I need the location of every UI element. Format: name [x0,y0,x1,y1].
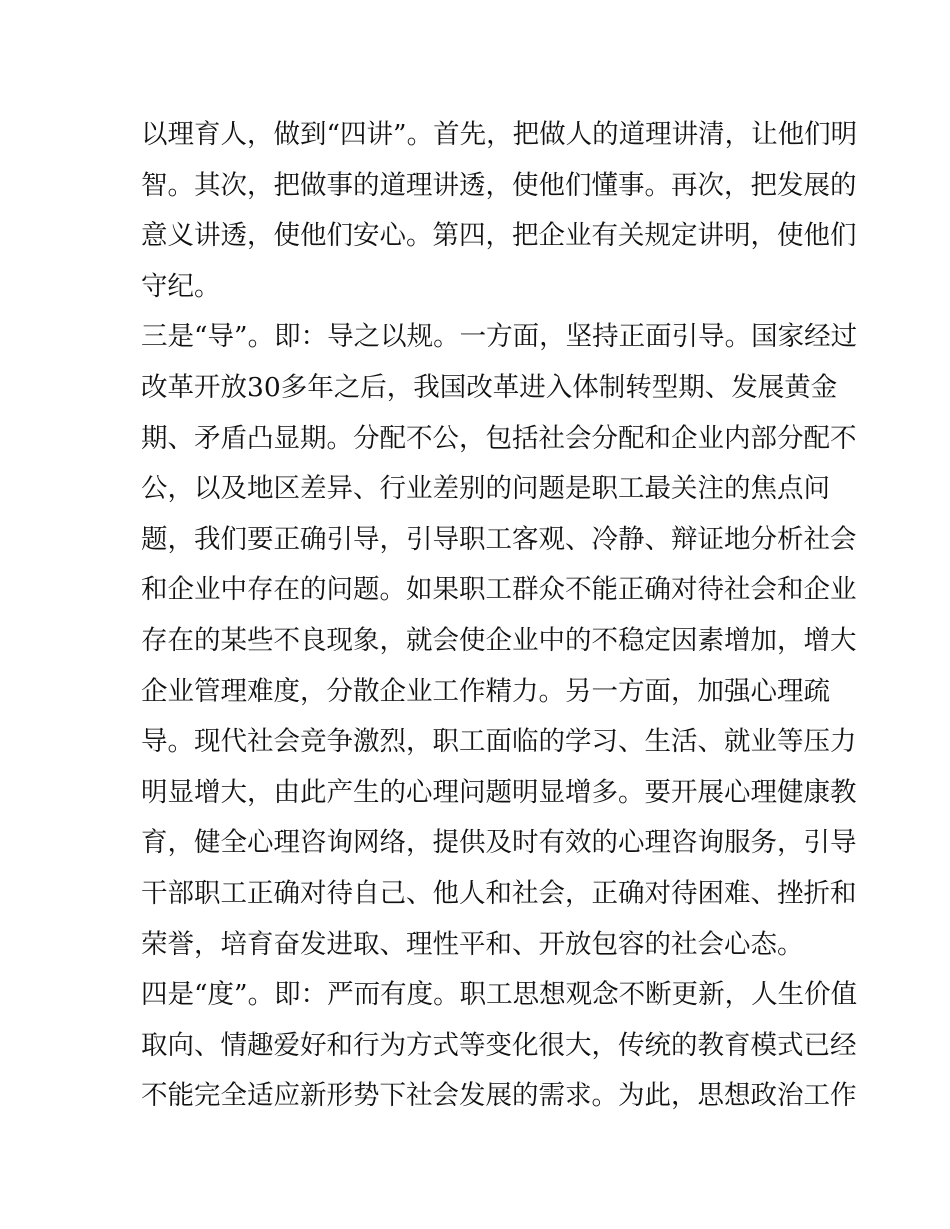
text-line: 企业管理难度，分散企业工作精力。另一方面，加强心理疏 [141,675,830,707]
text-line: 题，我们要正确引导，引导职工客观、冷静、辩证地分析社会 [141,523,857,555]
text-line: 三是“导”。即：导之以规。一方面，坚持正面引导。国家经过 [141,321,858,353]
body-text [141,110,858,1122]
text-line: 荣誉，培育奋发进取、理性平和、开放包容的社会心态。 [141,928,804,960]
text-line: 期、矛盾凸显期。分配不公，包括社会分配和企业内部分配不 [141,422,857,454]
text-line: 明显增大，由此产生的心理问题明显增多。要开展心理健康教 [141,776,857,808]
text-line: 干部职工正确对待自己、他人和社会，正确对待困难、挫折和 [141,877,857,909]
text-line: 改革开放30多年之后，我国改革进入体制转型期、发展黄金 [141,371,838,403]
text-line: 不能完全适应新形势下社会发展的需求。为此，思想政治工作 [141,1080,857,1112]
text-line: 四是“度”。即：严而有度。职工思想观念不断更新，人生价值 [141,979,858,1011]
text-line: 导。现代社会竞争激烈，职工面临的学习、生活、就业等压力 [141,726,857,758]
text-line: 意义讲透，使他们安心。第四，把企业有关规定讲明，使他们 [141,220,857,252]
text-line: 守纪。 [141,270,221,302]
text-line: 存在的某些不良现象，就会使企业中的不稳定因素增加，增大 [141,624,857,656]
text-line: 育，健全心理咨询网络，提供及时有效的心理咨询服务，引导 [141,827,857,859]
text-line: 智。其次，把做事的道理讲透，使他们懂事。再次，把发展的 [141,169,857,201]
text-line: 取向、情趣爱好和行为方式等变化很大，传统的教育模式已经 [141,1029,857,1061]
text-line: 公，以及地区差异、行业差别的问题是职工最关注的焦点问 [141,473,830,505]
text-line: 和企业中存在的问题。如果职工群众不能正确对待社会和企业 [141,574,857,606]
text-line: 以理育人，做到“四讲”。首先，把做人的道理讲清，让他们明 [141,119,858,150]
